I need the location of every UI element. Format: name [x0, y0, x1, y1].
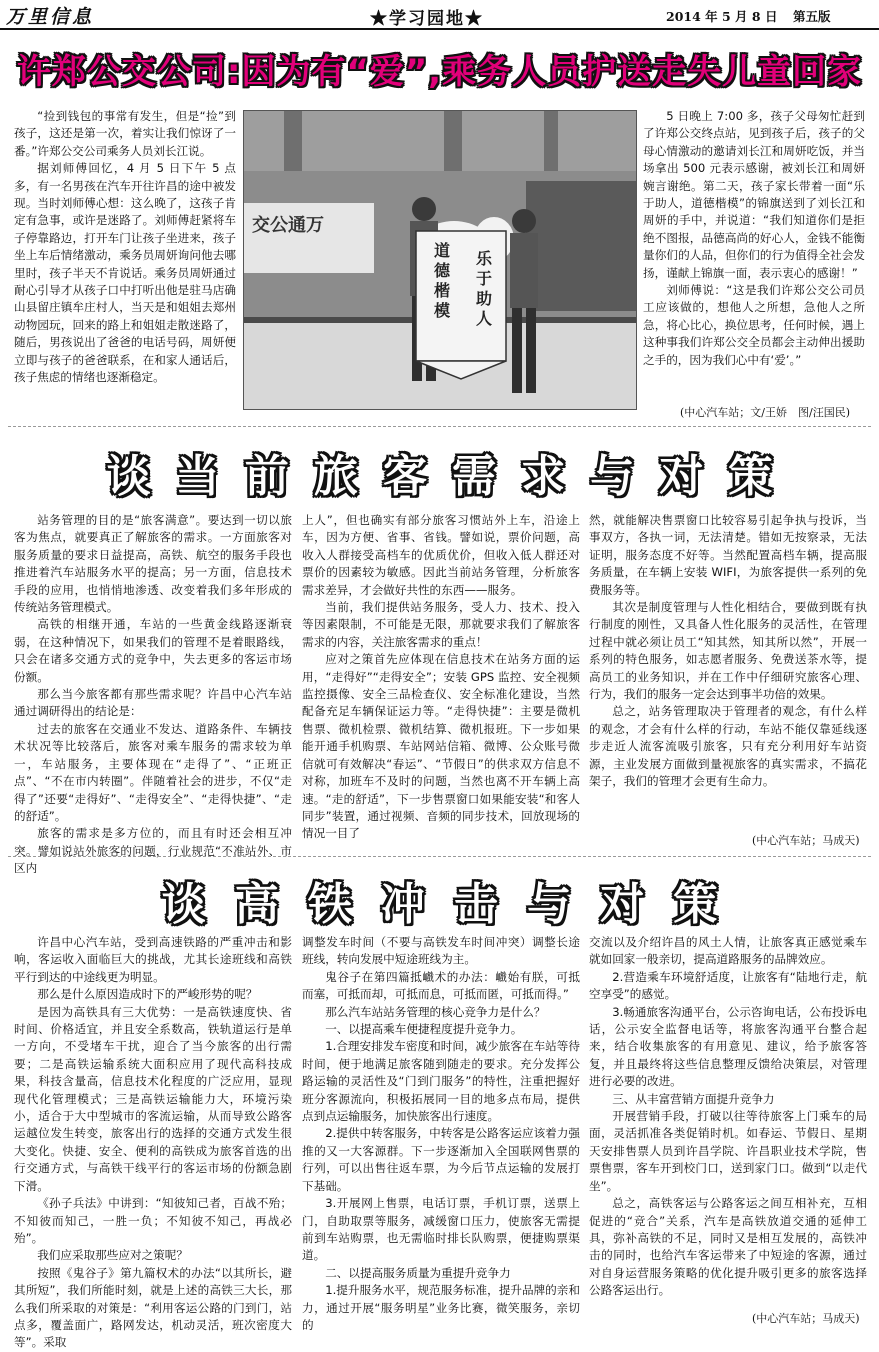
headline-char: 策 — [728, 451, 773, 502]
paragraph: 二、以提高服务质量为重提升竞争力 — [325, 1265, 511, 1280]
bus-side-text: 交公通万 — [252, 215, 324, 236]
article3-column-2 — [302, 934, 580, 1334]
headline-char: 铁 — [307, 879, 352, 930]
paragraph: 那么当今旅客都有那些需求呢？许昌中心汽车站通过调研得出的结论是： — [14, 687, 292, 719]
article2-column-1 — [14, 512, 292, 878]
article1-right-column — [643, 108, 865, 369]
article2-credit: (中心汽车站；马成天) — [752, 834, 860, 847]
headline-char: 对 — [600, 879, 645, 930]
headline-char: 高 — [234, 879, 279, 930]
headline-char: 策 — [673, 879, 718, 930]
article3-credit: (中心汽车站；马成天) — [752, 1312, 860, 1325]
headline-char: 对 — [659, 451, 704, 502]
paragraph: 那么是什么原因造成时下的严峻形势的呢？ — [37, 987, 258, 1002]
headline-char: 需 — [452, 451, 497, 502]
article1-left-column — [14, 108, 236, 387]
divider — [8, 856, 871, 857]
paragraph: 1.合理安排发车密度和时间，减少旅客在车站等待时间，便于地满足旅客随到随走的要求。充分发挥公路运输的灵活性及“门到门服务”的特性，注重把握好班分客源流向，积极拓展同一目的地多点布局，提供点到点运输服务，加快旅客出行速度。 — [302, 1039, 580, 1124]
paragraph: 许昌中心汽车站，受到高速铁路的严重冲击和影响，客运收入面临巨大的挑战，尤其长途班线和高铁平行到达的中途线更为明显。 — [14, 935, 292, 984]
paragraph: 站务管理的目的是“旅客满意”。要达到一切以旅客为焦点，就要真正了解旅客的需求。一方面旅客对服务质量的要求日益提高，高铁、航空的服务手段也推进着汽车站服务水平的提高；另一方面，信息技术手段的应用，也悄悄地渗透、改变着我们多年形成的传统站务管理模式。 — [14, 513, 292, 615]
paragraph: 5 日晚上 7:00 多，孩子父母匆忙赶到了许郑公交终点站，见到孩子后，孩子的父母心情激动的邀请刘长江和周妍吃饭，并当场拿出 500 元表示感谢，被刘长江和周妍婉言谢绝。第二天，孩子家长带着一面“乐于助人，道德楷模”的锦旗送到了刘长江和周妍的手中，并说道：“我们知道你们是拒绝不图报，品德高尚的好心人，金钱不能衡量你们的人品，但你们的行为值得全社会发扬，谨献上锦旗一面，表示衷心的感谢！” — [643, 109, 865, 280]
headline-char: 谈 — [161, 879, 206, 930]
article1-headline: 许郑公交公司:因为有“爱”,乘务人员护送走失儿童回家 — [16, 52, 863, 92]
headline-char: 旅 — [313, 451, 358, 502]
paragraph: 总之，高铁客运与公路客运之间互相补充，互相促进的“竞合”关系，汽车是高铁放道交通的延伸工具，弥补高铁的不足，同时又是相互发展的，高铁冲击的同时，也给汽车客运带来了中短途的客源，通过对自身运营服务策略的优化提升吸引更多的旅客选择公路客运出行。 — [589, 1196, 867, 1298]
paragraph: 旅客的需求是多方位的，而且有时还会相互冲突。譬如说站外旅客的问题，行业规范“不准站外、市区内 — [14, 826, 292, 876]
issue-date: 2014 年 5 月 8 日 — [666, 9, 778, 24]
paragraph: 应对之策首先应体现在信息技术在站务方面的运用，“走得好”“走得安全”；安装 GPS 监控、安全视频监控摄像、安全三品检查仪、安全标准化建设，当然配备充足车辆保证运力等。“走得快捷”：主要是微机售票、微机检票、微机结算、微机报班。下一步如果能开通手机购票、车站网站信箱、微博、公众账号微信就可有效解决“春运”、“节假日”的供求双方信息不对称，加班车不及时的问题，当然也离不开车辆上高速。“走的舒适”，下一步售票窗口如果能安装“和客人同步”装置，通过视频、音频的同步技术，回放现场的情况一目了 — [302, 652, 580, 841]
article2-column-3 — [589, 512, 867, 791]
paragraph: 刘师傅说：“这是我们许郑公交公司员工应该做的，想他人之所想，急他人之所急，将心比心，换位思考，任何时候，遇上这种事我们许郑公交全员都会主动伸出援助之手的，因为我们心中有‘爱’。” — [643, 283, 865, 367]
paragraph: 三、从丰富营销方面提升竞争力 — [612, 1091, 775, 1106]
page-number: 第五版 — [793, 9, 831, 24]
paragraph: 3.开展网上售票，电话订票，手机订票，送票上门，自助取票等服务，减缓窗口压力，使旅客无需提前到车站购票，也无需临时排长队购票，便捷购票渠道。 — [302, 1196, 580, 1263]
article1-photo — [243, 110, 637, 410]
paragraph: 按照《鬼谷子》第九篇权术的办法“以其所长，避其所短”，我们所能时刻，就是上述的高铁三大长，那么我们所采取的对策是：“利用客运公路的门到门，站点多，覆盖面广，路网发达，机动灵活，班次密度大等”。采取 — [14, 1265, 292, 1350]
banner-text-right: 乐于助人 — [476, 249, 493, 328]
paragraph: 是因为高铁具有三大优势：一是高铁速度快、省时间、价格适宜，并且安全系数高，铁轨道运行是单一方向，不受堵车干扰，迎合了当今旅客的出行需要；二是高铁运输系统大面积应用了现代高科技成果，科技含量高，信息技术化程度的广泛应用，显现现代化管理模式；三是高铁运输能力大，环境污染小，适合于大中型城市的客流运输，从而导致公路客运越位发生转变，旅客出行的选择的交通方式发生很大变化。快捷、安全、便利的高铁成为旅客首选的出行交通方式，与高铁干线平行的客运市场的份额急剧下滑。 — [14, 1004, 292, 1193]
paragraph: 高铁的相继开通，车站的一些黄金线路逐渐衰弱，在这种情况下，如果我们的管理不是着眼路线，只会在诸多交通方式的竞争中，失去更多的客运市场份额。 — [14, 617, 292, 684]
article2-column-2 — [302, 512, 580, 843]
headline-char: 客 — [382, 451, 427, 502]
paragraph: 上人”，但也确实有部分旅客习惯站外上车，沿途上车，因为方便、省事、省钱。譬如说，票价问题，高收入人群接受高档车的优质优价，但收入低人群还对票价的因素较为敏感。因此当前站务管理，分析旅客需求差异，才会做好共性的东西——服务。 — [302, 513, 580, 597]
paragraph: 开展营销手段，打破以往等待旅客上门乘车的局面，灵活抓准各类促销时机。如春运、节假日、星期天安排售票人员到许昌学院、许昌职业技术学院，售票售票，客车开到校门口，送到家门口。做到“以走代坐”。 — [589, 1109, 867, 1193]
paragraph: 3.畅通旅客沟通平台，公示咨询电话，公布投诉电话，公示安全监督电话等，将旅客沟通平台整合起来，结合收集旅客的有用意见、建议，给予旅客答复，并且最终将这些信息整理反馈给决策层，对管理进行必要的改进。 — [589, 1004, 867, 1089]
paragraph: 一、以提高乘车便捷程度提升竞争力。 — [325, 1022, 523, 1037]
paragraph: “捡到钱包的事常有发生，但是“捡”到孩子，这还是第一次，着实让我们惊讶了一番。”许郑公交公司乘务人员刘长江说。 — [14, 109, 236, 158]
headline-char: 求 — [521, 451, 566, 502]
article3-headline — [0, 868, 879, 932]
article2-headline — [0, 440, 879, 504]
headline-char: 与 — [527, 879, 572, 930]
paragraph: 交流以及介绍许昌的风土人情，让旅客真正感觉乘车就如回家一般亲切，提高道路服务的品牌效应。 — [589, 935, 867, 967]
paragraph: 调整发车时间（不要与高铁发车时间冲突）调整长途班线，转向发展中短途班线为主。 — [302, 935, 580, 967]
paragraph: 《孙子兵法》中讲到：“知彼知己者，百战不殆；不知彼而知己，一胜一负；不知彼不知己，再战必殆”。 — [14, 1196, 292, 1245]
headline-char: 冲 — [380, 879, 425, 930]
divider — [8, 426, 871, 427]
article3-column-1 — [14, 934, 292, 1352]
section-label: ★学习园地★ — [370, 9, 484, 29]
paragraph: 过去的旅客在交通业不发达、道路条件、车辆技术状况等比较落后，旅客对乘车服务的需求较为单一，车站服务，主要体现在“走得了”、“正班正点”、“不在市内转圈”。伴随着社会的进步，不仅“走得了”还要“走得好”、“走得安全”、“走得快捷”、“走的舒适”。 — [14, 721, 292, 823]
headline-char: 谈 — [106, 451, 151, 502]
paragraph: 那么汽车站站务管理的核心竞争力是什么？ — [325, 1004, 546, 1019]
headline-char: 与 — [590, 451, 635, 502]
paragraph: 总之，站务管理取决于管理者的观念，有什么样的观念，才会有什么样的行动，车站不能仅靠延线逐步走近人流客流吸引旅客，只有充分利用好车站资源，主业发展方面做到量视旅客的真实需求，不搞花架子，我们的管理才会更有生命力。 — [589, 704, 867, 789]
masthead — [0, 0, 879, 30]
headline-char: 击 — [454, 879, 499, 930]
article3-column-3 — [589, 934, 867, 1300]
headline-char: 前 — [244, 451, 289, 502]
paragraph: 其次是制度管理与人性化相结合，要做到既有执行制度的刚性，又具备人性化服务的灵活性，在管理过程中就必须让员工“知其然，知其所以然”，开展一系列的特色服务，如志愿者服务、免费送茶水等，提高员工的业务知识，并在工作中仔细研究旅客心理、行为，我们的服务一定会达到事半功倍的效果。 — [589, 600, 867, 702]
paragraph: 然，就能解决售票窗口比较容易引起争执与投诉，当事双方，各执一词，无法清楚。错如无按察录，无法证明，服务态度不好等。当然配置高档车辆，提高服务质量，在车辆上安装 WIFI，为旅客提供一系列的免费服务等。 — [589, 513, 867, 597]
newspaper-title: 万里信息 — [6, 6, 95, 28]
banner-text-left: 道德楷模 — [434, 241, 451, 320]
paragraph: 2.提供中转客服务，中转客是公路客运应该着力强推的又一大客源群。下一步逐渐加入全国联网售票的行列，可以出售往返车票，为今后节点运输的发展打下基础。 — [302, 1126, 580, 1193]
paragraph: 1.提升服务水平，规范服务标准，提升品牌的亲和力，通过开展“服务明星”业务比赛，微笑服务，亲切的 — [302, 1283, 580, 1332]
paragraph: 当前，我们提供站务服务，受人力、技术、投入等因素限制，不可能是无限，那就要求我们了解旅客需求的内容，关注旅客需求的重点！ — [302, 600, 580, 649]
headline-char: 当 — [175, 451, 220, 502]
paragraph: 据刘师傅回忆，4 月 5 日下午 5 点多，有一名男孩在汽车开往许昌的途中被发现。当时刘师傅心想：这么晚了，这孩子肯定有急事，或许是迷路了。刘师傅赶紧将车子停靠路边，打开车门让孩子坐进来，孩子坐上车后情绪激动，乘务员周妍询问他去哪里时，孩子半天不肯说话。乘务员周妍通过耐心引导才从孩子口中打听出他是驻马店确山县留庄镇牟庄村人，当天是和姐姐去郑州动物园玩，回来的路上和姐姐走散迷路了，随后，男孩说出了爸爸的电话号码，周妍便立即与孩子的爸爸联系，在和家人通话后，孩子焦虑的情绪也逐渐稳定。 — [14, 161, 236, 385]
article1-credit: (中心汽车站；文/王娇 图/汪国民) — [680, 406, 850, 419]
paragraph: 我们应采取那些应对之策呢？ — [37, 1248, 188, 1263]
paragraph: 2.营造乘车环境舒适度，让旅客有“陆地行走，航空享受”的感觉。 — [589, 969, 867, 1002]
paragraph: 鬼谷子在第四篇抵巇术的办法：巇始有朕，可抵而塞，可抵而却，可抵而息，可抵而匿，可抵而得。” — [302, 969, 580, 1002]
